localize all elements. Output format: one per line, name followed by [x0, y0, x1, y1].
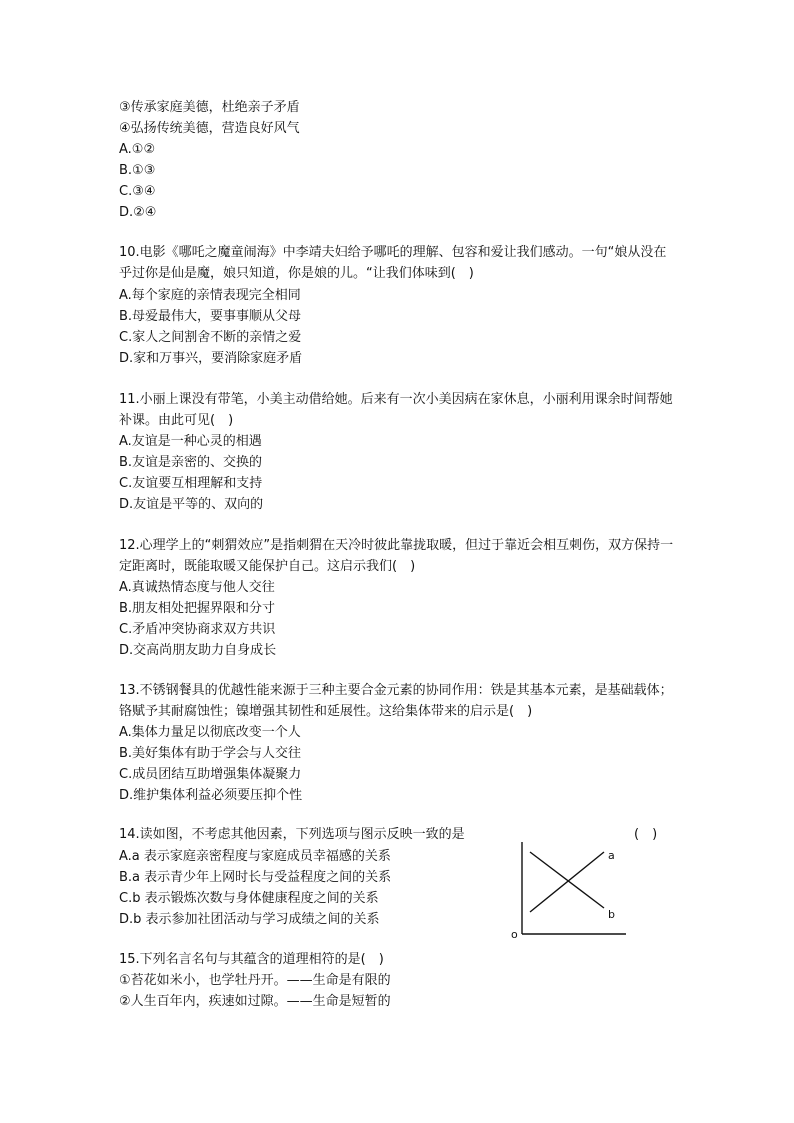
question-10-option-c: C.家人之间割舍不断的亲情之爱 — [119, 330, 302, 345]
question-10-option-b: B.母爱最伟大，要事事顺从父母 — [119, 309, 302, 324]
option-item-4: ④弘扬传统美德，营造良好风气 — [119, 121, 300, 136]
choice-a: A.①② — [119, 142, 156, 157]
choice-b: B.①③ — [119, 163, 156, 178]
question-12-option-d: D.交高尚朋友助力自身成长 — [119, 643, 277, 658]
question-11-stem: 11.小丽上课没有带笔，小美主动借给她。后来有一次小美因病在家休息，小丽利用课余时间帮她补课。由此可见( ) — [119, 392, 673, 428]
choice-c: C.③④ — [119, 184, 156, 199]
line-b-label: b — [608, 908, 615, 921]
question-14-stem: 14.读如图，不考虑其他因素，下列选项与图示反映一致的是 — [119, 827, 465, 842]
question-11-option-a: A.友谊是一种心灵的相遇 — [119, 434, 262, 449]
question-13-option-c: C.成员团结互助增强集体凝聚力 — [119, 767, 302, 782]
question-12-option-c: C.矛盾冲突协商求双方共识 — [119, 622, 276, 637]
question-15-item-2: ②人生百年内，疾速如过隙。——生命是短暂的 — [119, 994, 391, 1009]
question-15-stem: 15.下列名言名句与其蕴含的道理相符的是( ) — [119, 952, 384, 967]
question-14-figure — [508, 838, 628, 942]
question-10-stem: 10.电影《哪吒之魔童闹海》中李靖夫妇给予哪吒的理解、包容和爱让我们感动。一句“娘从没在乎过你是仙是魔，娘只知道，你是娘的儿。“让我们体味到( ) — [119, 245, 667, 281]
question-10-option-a: A.每个家庭的亲情表现完全相同 — [119, 288, 301, 303]
question-12-option-b: B.朋友相处把握界限和分寸 — [119, 601, 276, 616]
question-14-answer-blank: ( ) — [634, 827, 658, 842]
question-12-option-a: A.真诚热情态度与他人交往 — [119, 580, 275, 595]
question-14-option-c: C.b 表示锻炼次数与身体健康程度之间的关系 — [119, 891, 379, 906]
question-13-option-a: A.集体力量足以彻底改变一个人 — [119, 725, 301, 740]
line-a-label: a — [608, 849, 615, 862]
question-10-option-d: D.家和万事兴，要消除家庭矛盾 — [119, 351, 303, 366]
question-11-option-b: B.友谊是亲密的、交换的 — [119, 455, 263, 470]
question-14-option-b: B.a 表示青少年上网时长与受益程度之间的关系 — [119, 870, 392, 885]
option-item-3: ③传承家庭美德，杜绝亲子矛盾 — [119, 100, 300, 115]
question-11-option-d: D.友谊是平等的、双向的 — [119, 497, 264, 512]
question-12-stem: 12.心理学上的“刺猬效应”是指刺猬在天冷时彼此靠拢取暖，但过于靠近会相互刺伤，双方保持一定距离时，既能取暖又能保护自己。这启示我们( ) — [119, 538, 674, 574]
question-13-option-b: B.美好集体有助于学会与人交往 — [119, 746, 302, 761]
question-14-option-d: D.b 表示参加社团活动与学习成绩之间的关系 — [119, 912, 380, 927]
origin-label: o — [511, 928, 518, 941]
question-13-stem: 13.不锈钢餐具的优越性能来源于三种主要合金元素的协同作用：铁是其基本元素，是基础载体；铬赋予其耐腐蚀性；镍增强其韧性和延展性。这给集体带来的启示是( ) — [119, 683, 673, 719]
question-11-option-c: C.友谊要互相理解和支持 — [119, 476, 263, 491]
choice-d: D.②④ — [119, 205, 157, 220]
question-14-option-a: A.a 表示家庭亲密程度与家庭成员幸福感的关系 — [119, 849, 391, 864]
question-13-option-d: D.维护集体利益必须要压抑个性 — [119, 788, 303, 803]
question-15-item-1: ①苔花如米小，也学牡丹开。——生命是有限的 — [119, 973, 391, 988]
